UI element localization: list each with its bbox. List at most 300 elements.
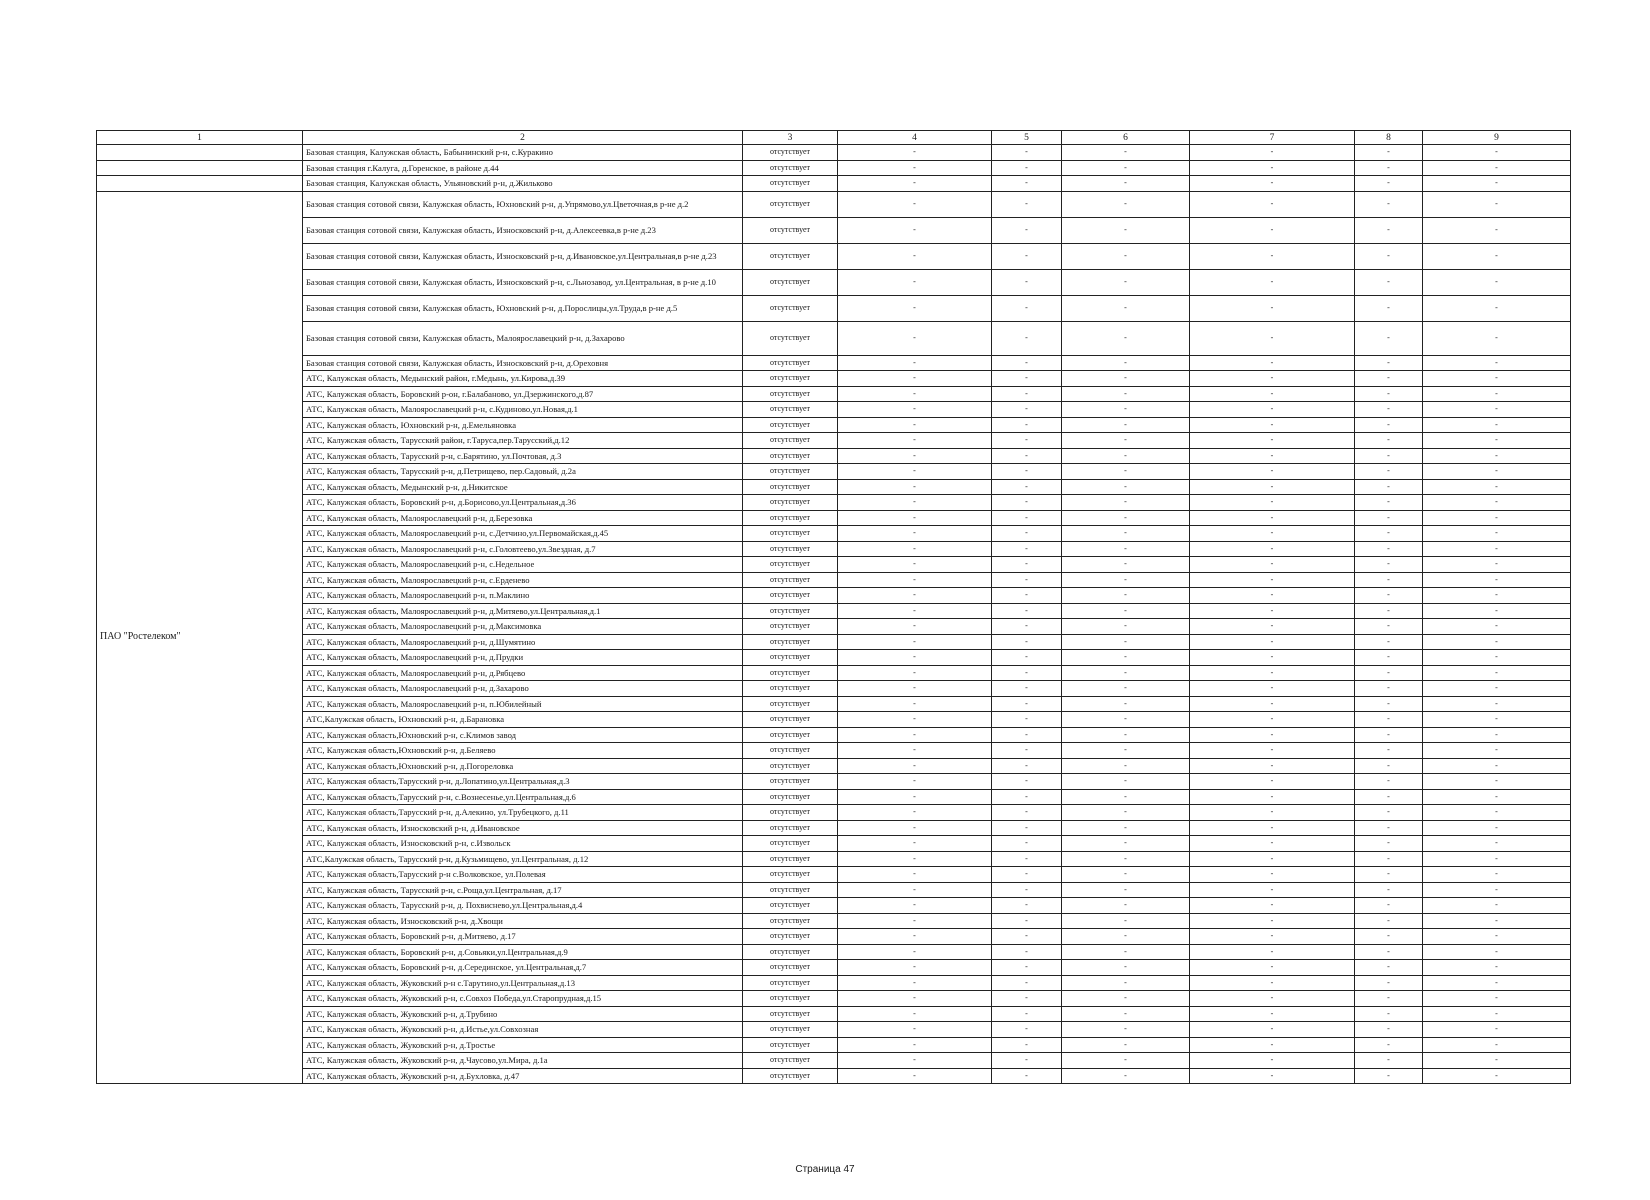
value-cell: -: [992, 269, 1062, 295]
value-cell: -: [1355, 243, 1423, 269]
table-row: [97, 820, 1571, 836]
status-cell: отсутствует: [743, 541, 838, 557]
value-cell: -: [992, 510, 1062, 526]
value-cell: -: [838, 243, 992, 269]
value-cell: -: [1423, 991, 1571, 1007]
status-cell: отсутствует: [743, 479, 838, 495]
value-cell: -: [1355, 944, 1423, 960]
value-cell: -: [1355, 355, 1423, 371]
value-cell: -: [838, 479, 992, 495]
value-cell: -: [1062, 191, 1190, 217]
value-cell: -: [1062, 681, 1190, 697]
value-cell: -: [1355, 176, 1423, 192]
value-cell: -: [1355, 191, 1423, 217]
column-header: 3: [743, 131, 838, 145]
table-row: [97, 650, 1571, 666]
value-cell: -: [1190, 557, 1355, 573]
value-cell: -: [1423, 882, 1571, 898]
value-cell: -: [1355, 665, 1423, 681]
value-cell: -: [1190, 355, 1355, 371]
value-cell: -: [1062, 371, 1190, 387]
address-cell: АТС, Калужская область, Малоярославецкий р-н, д.Рябцево: [303, 665, 743, 681]
value-cell: -: [1190, 867, 1355, 883]
value-cell: -: [992, 1068, 1062, 1084]
column-header: 2: [303, 131, 743, 145]
value-cell: -: [1355, 145, 1423, 161]
value-cell: -: [992, 991, 1062, 1007]
address-cell: АТС, Калужская область, Жуковский р-н с.Тарутино,ул.Центральная,д.13: [303, 975, 743, 991]
status-cell: отсутствует: [743, 295, 838, 321]
value-cell: -: [992, 295, 1062, 321]
value-cell: -: [838, 805, 992, 821]
value-cell: -: [992, 386, 1062, 402]
value-cell: -: [1062, 805, 1190, 821]
value-cell: -: [1355, 417, 1423, 433]
value-cell: -: [1355, 867, 1423, 883]
value-cell: -: [838, 1022, 992, 1038]
table-row: [97, 160, 1571, 176]
value-cell: -: [838, 991, 992, 1007]
value-cell: -: [992, 572, 1062, 588]
value-cell: -: [1355, 572, 1423, 588]
table-row: [97, 321, 1571, 355]
table-row: [97, 1037, 1571, 1053]
table-row: [97, 1053, 1571, 1069]
value-cell: -: [1062, 867, 1190, 883]
value-cell: -: [1423, 1053, 1571, 1069]
column-header: 9: [1423, 131, 1571, 145]
value-cell: -: [1423, 572, 1571, 588]
value-cell: -: [1423, 929, 1571, 945]
value-cell: -: [838, 836, 992, 852]
value-cell: -: [1062, 386, 1190, 402]
value-cell: -: [1355, 495, 1423, 511]
value-cell: -: [992, 160, 1062, 176]
value-cell: -: [1355, 805, 1423, 821]
main-table: [96, 130, 1571, 1084]
address-cell: АТС, Калужская область, Малоярославецкий р-н, с.Головтеево,ул.Звездная, д.7: [303, 541, 743, 557]
table-row: [97, 696, 1571, 712]
value-cell: -: [1190, 269, 1355, 295]
status-cell: отсутствует: [743, 448, 838, 464]
column-header: 1: [97, 131, 303, 145]
value-cell: -: [992, 836, 1062, 852]
status-cell: отсутствует: [743, 960, 838, 976]
value-cell: -: [1423, 541, 1571, 557]
value-cell: -: [992, 758, 1062, 774]
value-cell: -: [1423, 913, 1571, 929]
value-cell: -: [838, 634, 992, 650]
value-cell: -: [838, 386, 992, 402]
value-cell: -: [992, 882, 1062, 898]
status-cell: отсутствует: [743, 557, 838, 573]
value-cell: -: [1062, 789, 1190, 805]
value-cell: -: [1190, 975, 1355, 991]
value-cell: -: [1423, 510, 1571, 526]
value-cell: -: [992, 191, 1062, 217]
value-cell: -: [992, 417, 1062, 433]
value-cell: -: [1423, 758, 1571, 774]
status-cell: отсутствует: [743, 1068, 838, 1084]
value-cell: -: [1190, 1053, 1355, 1069]
value-cell: -: [1355, 789, 1423, 805]
address-cell: АТС, Калужская область, Малоярославецкий р-н, с.Детчино,ул.Первомайская,д.45: [303, 526, 743, 542]
value-cell: -: [838, 464, 992, 480]
value-cell: -: [992, 495, 1062, 511]
value-cell: -: [992, 789, 1062, 805]
value-cell: -: [992, 603, 1062, 619]
value-cell: -: [1423, 619, 1571, 635]
value-cell: -: [1355, 634, 1423, 650]
value-cell: -: [1423, 789, 1571, 805]
value-cell: -: [838, 321, 992, 355]
value-cell: -: [1062, 619, 1190, 635]
value-cell: -: [992, 944, 1062, 960]
status-cell: отсутствует: [743, 145, 838, 161]
address-cell: АТС, Калужская область, Тарусский р-н, д. Похвиснево,ул.Центральная,д.4: [303, 898, 743, 914]
status-cell: отсутствует: [743, 898, 838, 914]
address-cell: АТС, Калужская область, Боровский р-н, д.Борисово,ул.Центральная,д.36: [303, 495, 743, 511]
status-cell: отсутствует: [743, 160, 838, 176]
table-row: [97, 789, 1571, 805]
table-row: [97, 913, 1571, 929]
value-cell: -: [992, 479, 1062, 495]
address-cell: АТС, Калужская область, Боровский р-он, г.Балабаново, ул.Дзержинского,д.87: [303, 386, 743, 402]
value-cell: -: [838, 1037, 992, 1053]
address-cell: АТС, Калужская область,Тарусский р-н, д.Алекино, ул.Трубецкого, д.11: [303, 805, 743, 821]
value-cell: -: [992, 696, 1062, 712]
org-cell-empty: [97, 145, 303, 161]
value-cell: -: [1355, 774, 1423, 790]
value-cell: -: [1062, 650, 1190, 666]
address-cell: Базовая станция сотовой связи, Калужская область, Малоярославецкий р-н, д.Захарово: [303, 321, 743, 355]
value-cell: -: [992, 464, 1062, 480]
value-cell: -: [1355, 603, 1423, 619]
value-cell: -: [992, 371, 1062, 387]
value-cell: -: [1423, 665, 1571, 681]
address-cell: АТС, Калужская область, Малоярославецкий р-н, с.Ерденево: [303, 572, 743, 588]
value-cell: -: [1423, 727, 1571, 743]
value-cell: -: [1423, 944, 1571, 960]
status-cell: отсутствует: [743, 603, 838, 619]
value-cell: -: [1423, 588, 1571, 604]
status-cell: отсутствует: [743, 758, 838, 774]
value-cell: -: [1062, 145, 1190, 161]
value-cell: -: [1423, 1022, 1571, 1038]
table-row: [97, 991, 1571, 1007]
value-cell: -: [992, 665, 1062, 681]
table-row: [97, 588, 1571, 604]
value-cell: -: [1190, 913, 1355, 929]
value-cell: -: [992, 402, 1062, 418]
table-row: [97, 929, 1571, 945]
value-cell: -: [1423, 820, 1571, 836]
status-cell: отсутствует: [743, 588, 838, 604]
value-cell: -: [1190, 371, 1355, 387]
address-cell: АТС, Калужская область, Боровский р-н, д.Митяево, д.17: [303, 929, 743, 945]
table-row: [97, 557, 1571, 573]
value-cell: -: [838, 743, 992, 759]
address-cell: АТС, Калужская область, Тарусский район, г.Таруса,пер.Тарусский,д.12: [303, 433, 743, 449]
table-row: [97, 619, 1571, 635]
value-cell: -: [1190, 634, 1355, 650]
value-cell: -: [838, 758, 992, 774]
value-cell: -: [1062, 603, 1190, 619]
table-row: [97, 898, 1571, 914]
header-row: [97, 131, 1571, 145]
value-cell: -: [992, 1037, 1062, 1053]
value-cell: -: [1355, 402, 1423, 418]
value-cell: -: [1423, 526, 1571, 542]
value-cell: -: [992, 588, 1062, 604]
address-cell: АТС, Калужская область,Юхновский р-н, с.Климов завод: [303, 727, 743, 743]
address-cell: АТС, Калужская область, Малоярославецкий р-н, п.Маклино: [303, 588, 743, 604]
value-cell: -: [1190, 433, 1355, 449]
value-cell: -: [1062, 402, 1190, 418]
value-cell: -: [1190, 758, 1355, 774]
value-cell: -: [1355, 557, 1423, 573]
value-cell: -: [1062, 588, 1190, 604]
status-cell: отсутствует: [743, 176, 838, 192]
value-cell: -: [838, 145, 992, 161]
address-cell: Базовая станция сотовой связи, Калужская область, Износковский р-н, д.Ореховня: [303, 355, 743, 371]
table-row: [97, 882, 1571, 898]
address-cell: АТС, Калужская область, Малоярославецкий р-н, п.Юбилейный: [303, 696, 743, 712]
value-cell: -: [1423, 355, 1571, 371]
value-cell: -: [1190, 851, 1355, 867]
table-row: [97, 634, 1571, 650]
status-cell: отсутствует: [743, 836, 838, 852]
address-cell: АТС, Калужская область, Малоярославецкий р-н, д.Шумятино: [303, 634, 743, 650]
organization-cell: ПАО "Ростелеком": [97, 191, 303, 1084]
value-cell: -: [1355, 820, 1423, 836]
value-cell: -: [1355, 1068, 1423, 1084]
table-row: [97, 526, 1571, 542]
value-cell: -: [1355, 541, 1423, 557]
value-cell: -: [838, 944, 992, 960]
table-row: [97, 145, 1571, 161]
value-cell: -: [1190, 145, 1355, 161]
value-cell: -: [1190, 495, 1355, 511]
value-cell: -: [1423, 712, 1571, 728]
value-cell: -: [1423, 217, 1571, 243]
value-cell: -: [1423, 386, 1571, 402]
status-cell: отсутствует: [743, 433, 838, 449]
value-cell: -: [1423, 836, 1571, 852]
value-cell: -: [1190, 541, 1355, 557]
value-cell: -: [1062, 321, 1190, 355]
value-cell: -: [838, 619, 992, 635]
value-cell: -: [992, 681, 1062, 697]
status-cell: отсутствует: [743, 882, 838, 898]
value-cell: -: [1062, 1053, 1190, 1069]
value-cell: -: [838, 495, 992, 511]
value-cell: -: [1423, 774, 1571, 790]
status-cell: отсутствует: [743, 774, 838, 790]
status-cell: отсутствует: [743, 217, 838, 243]
value-cell: -: [838, 1006, 992, 1022]
value-cell: -: [1423, 557, 1571, 573]
table-row: [97, 1022, 1571, 1038]
value-cell: -: [1423, 1068, 1571, 1084]
value-cell: -: [1062, 417, 1190, 433]
value-cell: -: [838, 402, 992, 418]
value-cell: -: [1190, 882, 1355, 898]
value-cell: -: [992, 557, 1062, 573]
address-cell: АТС, Калужская область, Малоярославецкий р-н, д.Захарово: [303, 681, 743, 697]
value-cell: -: [992, 448, 1062, 464]
value-cell: -: [838, 851, 992, 867]
status-cell: отсутствует: [743, 929, 838, 945]
value-cell: -: [992, 913, 1062, 929]
value-cell: -: [1190, 650, 1355, 666]
value-cell: -: [1355, 160, 1423, 176]
address-cell: АТС, Калужская область, Жуковский р-н, д.Чаусово,ул.Мира, д.1а: [303, 1053, 743, 1069]
value-cell: -: [1062, 464, 1190, 480]
value-cell: -: [1190, 526, 1355, 542]
value-cell: -: [992, 541, 1062, 557]
value-cell: -: [838, 557, 992, 573]
address-cell: АТС, Калужская область, Жуковский р-н, д.Истье,ул.Совхозная: [303, 1022, 743, 1038]
value-cell: -: [1355, 526, 1423, 542]
value-cell: -: [1355, 727, 1423, 743]
value-cell: -: [1062, 913, 1190, 929]
table-row: [97, 975, 1571, 991]
value-cell: -: [992, 650, 1062, 666]
value-cell: -: [1190, 448, 1355, 464]
value-cell: -: [1190, 681, 1355, 697]
value-cell: -: [1190, 929, 1355, 945]
address-cell: АТС, Калужская область, Износковский р-н, д.Ивановское: [303, 820, 743, 836]
table-row: [97, 464, 1571, 480]
address-cell: АТС, Калужская область,Тарусский р-н с.Волковское, ул.Полевая: [303, 867, 743, 883]
status-cell: отсутствует: [743, 321, 838, 355]
status-cell: отсутствует: [743, 634, 838, 650]
value-cell: -: [992, 526, 1062, 542]
value-cell: -: [1423, 243, 1571, 269]
value-cell: -: [1355, 321, 1423, 355]
value-cell: -: [838, 269, 992, 295]
value-cell: -: [992, 1006, 1062, 1022]
address-cell: Базовая станция сотовой связи, Калужская область, Юхновский р-н, д.Порослицы,ул.Труда,в р-не д.5: [303, 295, 743, 321]
address-cell: АТС, Калужская область, Медынский район, г.Медынь, ул.Кирова,д.39: [303, 371, 743, 387]
status-cell: отсутствует: [743, 789, 838, 805]
value-cell: -: [838, 371, 992, 387]
value-cell: -: [1355, 758, 1423, 774]
table-row: [97, 960, 1571, 976]
value-cell: -: [1423, 269, 1571, 295]
value-cell: -: [992, 355, 1062, 371]
value-cell: -: [1423, 805, 1571, 821]
value-cell: -: [1190, 805, 1355, 821]
address-cell: АТС,Калужская область, Юхновский р-н, д.Барановка: [303, 712, 743, 728]
value-cell: -: [1355, 1006, 1423, 1022]
value-cell: -: [1062, 479, 1190, 495]
page-number: Страница 47: [795, 1164, 855, 1175]
value-cell: -: [1355, 743, 1423, 759]
value-cell: -: [1190, 176, 1355, 192]
value-cell: -: [1423, 321, 1571, 355]
value-cell: -: [1062, 217, 1190, 243]
value-cell: -: [1062, 160, 1190, 176]
status-cell: отсутствует: [743, 681, 838, 697]
org-cell-empty: [97, 160, 303, 176]
status-cell: отсутствует: [743, 510, 838, 526]
value-cell: -: [992, 243, 1062, 269]
value-cell: -: [1423, 603, 1571, 619]
table-row: [97, 495, 1571, 511]
value-cell: -: [1062, 1037, 1190, 1053]
column-header: 8: [1355, 131, 1423, 145]
value-cell: -: [1423, 479, 1571, 495]
value-cell: -: [1355, 913, 1423, 929]
column-header: 6: [1062, 131, 1190, 145]
table-row: [97, 774, 1571, 790]
value-cell: -: [1190, 243, 1355, 269]
address-cell: Базовая станция г.Калуга, д.Горенское, в районе д.44: [303, 160, 743, 176]
table-row: [97, 851, 1571, 867]
address-cell: Базовая станция, Калужская область, Ульяновский р-н, д.Жильково: [303, 176, 743, 192]
value-cell: -: [992, 176, 1062, 192]
status-cell: отсутствует: [743, 417, 838, 433]
value-cell: -: [1190, 479, 1355, 495]
value-cell: -: [838, 712, 992, 728]
value-cell: -: [1423, 696, 1571, 712]
table-row: [97, 805, 1571, 821]
value-cell: -: [992, 820, 1062, 836]
table-row: [97, 743, 1571, 759]
value-cell: -: [1190, 789, 1355, 805]
value-cell: -: [1423, 960, 1571, 976]
value-cell: -: [838, 176, 992, 192]
value-cell: -: [1355, 588, 1423, 604]
value-cell: -: [838, 191, 992, 217]
value-cell: -: [838, 1053, 992, 1069]
org-cell-empty: [97, 176, 303, 192]
value-cell: -: [1423, 681, 1571, 697]
table-row: [97, 1006, 1571, 1022]
value-cell: -: [838, 960, 992, 976]
status-cell: отсутствует: [743, 572, 838, 588]
value-cell: -: [992, 1022, 1062, 1038]
table-row: [97, 681, 1571, 697]
status-cell: отсутствует: [743, 191, 838, 217]
address-cell: АТС, Калужская область, Тарусский р-н, с.Роща,ул.Центральная, д.17: [303, 882, 743, 898]
value-cell: -: [1355, 479, 1423, 495]
value-cell: -: [1062, 526, 1190, 542]
value-cell: -: [1190, 295, 1355, 321]
value-cell: -: [992, 898, 1062, 914]
value-cell: -: [838, 975, 992, 991]
address-cell: АТС, Калужская область, Малоярославецкий р-н, д.Максимовка: [303, 619, 743, 635]
status-cell: отсутствует: [743, 1037, 838, 1053]
address-cell: Базовая станция, Калужская область, Бабынинский р-н, с.Куракино: [303, 145, 743, 161]
value-cell: -: [1423, 160, 1571, 176]
value-cell: -: [1190, 820, 1355, 836]
value-cell: -: [1062, 295, 1190, 321]
value-cell: -: [1062, 557, 1190, 573]
value-cell: -: [838, 541, 992, 557]
value-cell: -: [1190, 386, 1355, 402]
address-cell: АТС, Калужская область, Жуковский р-н, с.Совхоз Победа,ул.Старопрудная,д.15: [303, 991, 743, 1007]
value-cell: -: [992, 712, 1062, 728]
value-cell: -: [1062, 820, 1190, 836]
value-cell: -: [1190, 1006, 1355, 1022]
value-cell: -: [838, 650, 992, 666]
value-cell: -: [1423, 295, 1571, 321]
status-cell: отсутствует: [743, 355, 838, 371]
address-cell: АТС, Калужская область,Юхновский р-н, д.Беляево: [303, 743, 743, 759]
